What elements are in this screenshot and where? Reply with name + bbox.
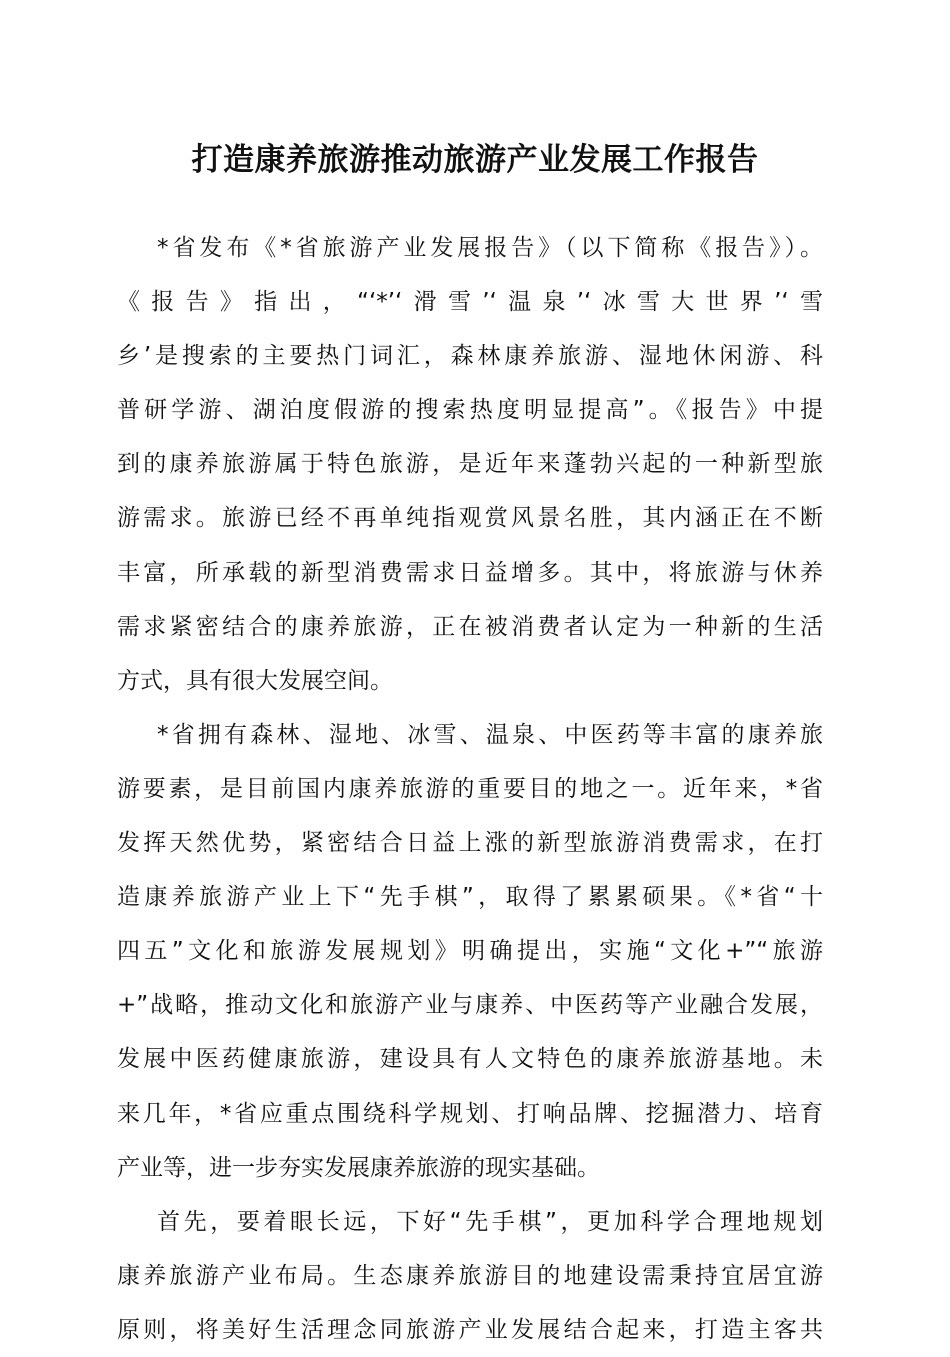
paragraph-2	[117, 708, 823, 1195]
text-line: 四五”文化和旅游发展规划》明确提出，实施“文化+”“旅游	[117, 938, 823, 965]
text-line: *省拥有森林、湿地、冰雪、温泉、中医药等丰富的康养旅	[157, 721, 823, 748]
text-line: *省发布《*省旅游产业发展报告》（以下简称《报告》）。	[157, 235, 823, 261]
text-line: 乡’是搜索的主要热门词汇，森林康养旅游、湿地休闲游、科	[117, 343, 823, 370]
paragraph-3	[117, 1195, 823, 1357]
text-line: 康养旅游产业布局。生态康养旅游目的地建设需秉持宜居宜游	[117, 1262, 823, 1289]
text-line: 产业等，进一步夯实发展康养旅游的现实基础。	[117, 1154, 600, 1181]
text-line: 游需求。旅游已经不再单纯指观赏风景名胜，其内涵正在不断	[117, 505, 823, 532]
text-line: 《报告》指出，“‘*’‘滑雪’‘温泉’‘冰雪大世界’‘雪	[117, 289, 823, 316]
text-line: 需求紧密结合的康养旅游，正在被消费者认定为一种新的生活	[117, 613, 823, 640]
document-body	[117, 221, 823, 1357]
text-line: 普研学游、湖泊度假游的搜索热度明显提高”。《报告》中提	[117, 397, 823, 424]
document-title: 打造康养旅游推动旅游产业发展工作报告	[191, 142, 759, 178]
text-line: 方式，具有很大发展空间。	[117, 667, 393, 694]
text-line: 原则，将美好生活理念同旅游产业发展结合起来，打造主客共	[117, 1316, 823, 1343]
paragraph-1	[117, 221, 823, 708]
text-line: 来几年，*省应重点围绕科学规划、打响品牌、挖掘潜力、培育	[117, 1100, 823, 1127]
text-line: 游要素，是目前国内康养旅游的重要目的地之一。近年来，*省	[117, 775, 823, 802]
text-line: 发挥天然优势，紧密结合日益上涨的新型旅游消费需求，在打	[117, 830, 823, 857]
text-line: 造康养旅游产业上下“先手棋”，取得了累累硕果。《*省“十	[117, 884, 823, 911]
text-line: 丰富，所承载的新型消费需求日益增多。其中，将旅游与休养	[117, 559, 823, 586]
text-line: +”战略，推动文化和旅游产业与康养、中医药等产业融合发展，	[117, 992, 823, 1019]
text-line: 发展中医药健康旅游，建设具有人文特色的康养旅游基地。未	[117, 1046, 823, 1073]
text-line: 首先，要着眼长远，下好“先手棋”，更加科学合理地规划	[157, 1208, 823, 1235]
text-line: 到的康养旅游属于特色旅游，是近年来蓬勃兴起的一种新型旅	[117, 451, 823, 478]
